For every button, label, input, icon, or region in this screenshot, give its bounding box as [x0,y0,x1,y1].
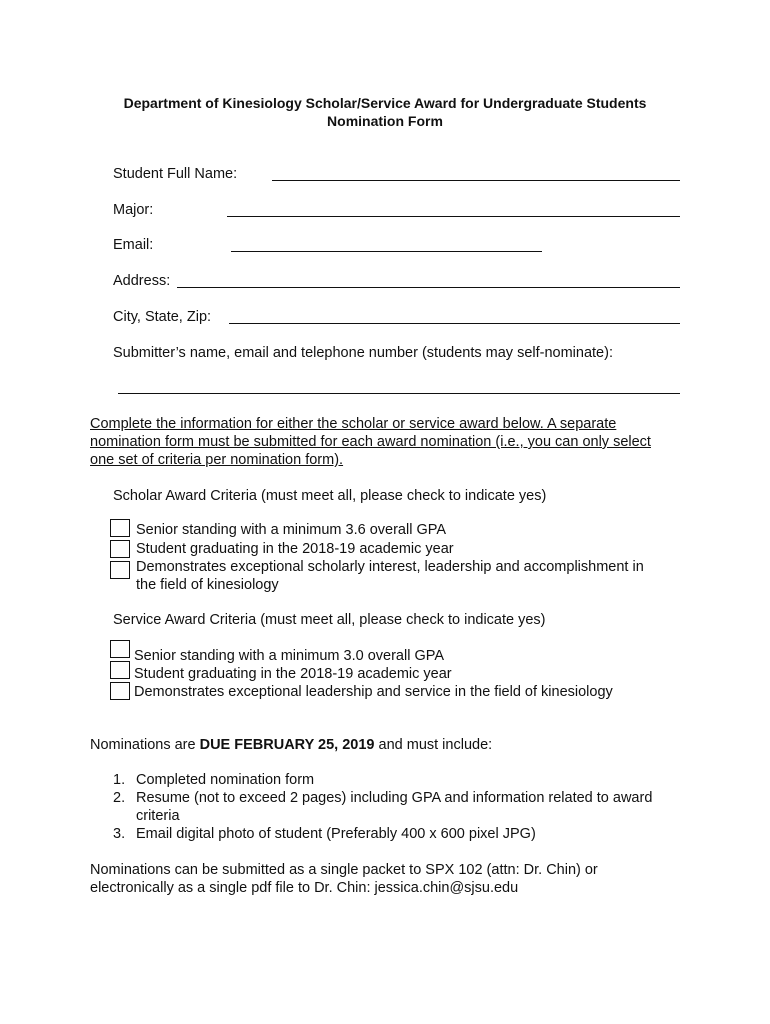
scholar-criterion: Student graduating in the 2018-19 academic year [136,541,454,557]
due-date: DUE FEBRUARY 25, 2019 [199,737,375,753]
scholar-graduating-checkbox[interactable] [110,540,130,558]
requirement-text-continued: criteria [136,808,180,824]
address-label: Address: [113,273,171,289]
address-field[interactable] [177,287,680,288]
form-title: Department of Kinesiology Scholar/Service Award for Undergraduate Students [123,95,647,111]
requirement-number: 3. [113,826,126,842]
service-criterion: Student graduating in the 2018-19 academic year [134,666,452,682]
submitter-label: Submitter’s name, email and telephone number (students may self-nominate): [113,345,613,361]
due-prefix: Nominations are [90,737,200,753]
service-criterion: Senior standing with a minimum 3.0 overall GPA [134,648,445,664]
email-label: Email: [113,237,154,253]
student-name-label: Student Full Name: [113,166,238,182]
scholar-gpa-checkbox[interactable] [110,519,130,537]
requirement-number: 1. [113,772,126,788]
instructions-line-1: Complete the information for either the scholar or service award below. A separate [90,416,617,432]
instructions-line-2: nomination form must be submitted for each award nomination (i.e., you can only select [90,434,651,450]
scholar-criterion: Demonstrates exceptional scholarly interest, leadership and accomplishment in [136,559,644,575]
scholar-heading: Scholar Award Criteria (must meet all, please check to indicate yes) [113,488,547,504]
submitter-field[interactable] [118,393,680,394]
service-gpa-checkbox[interactable] [110,640,130,658]
student-name-field[interactable] [272,180,680,181]
requirement-text: Email digital photo of student (Preferably 400 x 600 pixel JPG) [136,826,536,842]
scholar-exceptional-checkbox[interactable] [110,561,130,579]
requirement-text: Completed nomination form [136,772,315,788]
submission-line-1: Nominations can be submitted as a single packet to SPX 102 (attn: Dr. Chin) or [90,862,598,878]
service-heading: Service Award Criteria (must meet all, please check to indicate yes) [113,612,546,628]
major-label: Major: [113,202,154,218]
form-subtitle: Nomination Form [327,113,443,129]
email-field[interactable] [231,251,542,252]
service-exceptional-checkbox[interactable] [110,682,130,700]
major-field[interactable] [227,216,680,217]
city-state-zip-label: City, State, Zip: [113,309,212,325]
service-graduating-checkbox[interactable] [110,661,130,679]
service-criterion: Demonstrates exceptional leadership and service in the field of kinesiology [134,684,613,700]
due-suffix: and must include: [374,737,493,753]
scholar-criterion: Senior standing with a minimum 3.6 overall GPA [136,522,447,538]
instructions-line-3: one set of criteria per nomination form). [90,452,344,468]
city-state-zip-field[interactable] [229,323,680,324]
requirement-text: Resume (not to exceed 2 pages) including GPA and information related to award [136,790,653,806]
submission-line-2: electronically as a single pdf file to Dr. Chin: jessica.chin@sjsu.edu [90,880,519,896]
scholar-criterion-continued: the field of kinesiology [136,577,279,593]
requirement-number: 2. [113,790,126,806]
due-line [90,737,492,753]
